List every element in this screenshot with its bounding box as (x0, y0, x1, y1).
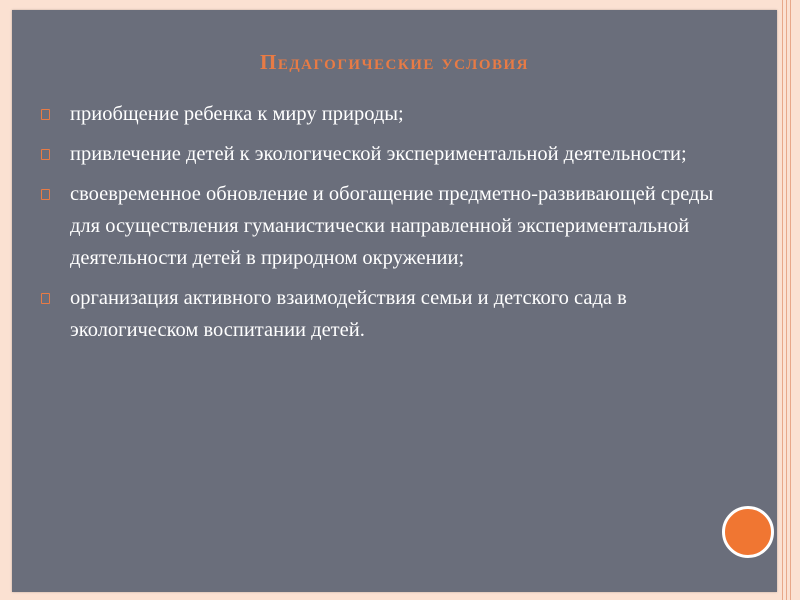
bullet-text: организация активного взаимодействия семьи и детского сада в экологическом воспитании детей. (70, 287, 627, 341)
frame-line-right-1 (782, 0, 783, 600)
hollow-square-bullet-icon (41, 149, 50, 160)
hollow-square-bullet-icon (41, 189, 50, 200)
orange-circle-icon (722, 506, 774, 558)
bullet-item (38, 98, 728, 130)
bullet-list (38, 98, 728, 354)
bullet-item (38, 282, 728, 346)
bullet-text: привлечение детей к экологической экспериментальной деятельности; (70, 143, 687, 165)
bullet-item (38, 178, 728, 274)
frame-line-right-3 (790, 0, 791, 600)
slide-title: Педагогические условия (259, 50, 529, 74)
bullet-item (38, 138, 728, 170)
hollow-square-bullet-icon (41, 109, 50, 120)
slide (12, 10, 777, 592)
hollow-square-bullet-icon (41, 293, 50, 304)
frame-line-right-2 (786, 0, 787, 600)
bullet-text: своевременное обновление и обогащение предметно-развивающей среды для осуществления гуманистически направленной экспериментальной деятельности детей в природном окружении; (70, 183, 714, 269)
bullet-text: приобщение ребенка к миру природы; (70, 103, 404, 125)
